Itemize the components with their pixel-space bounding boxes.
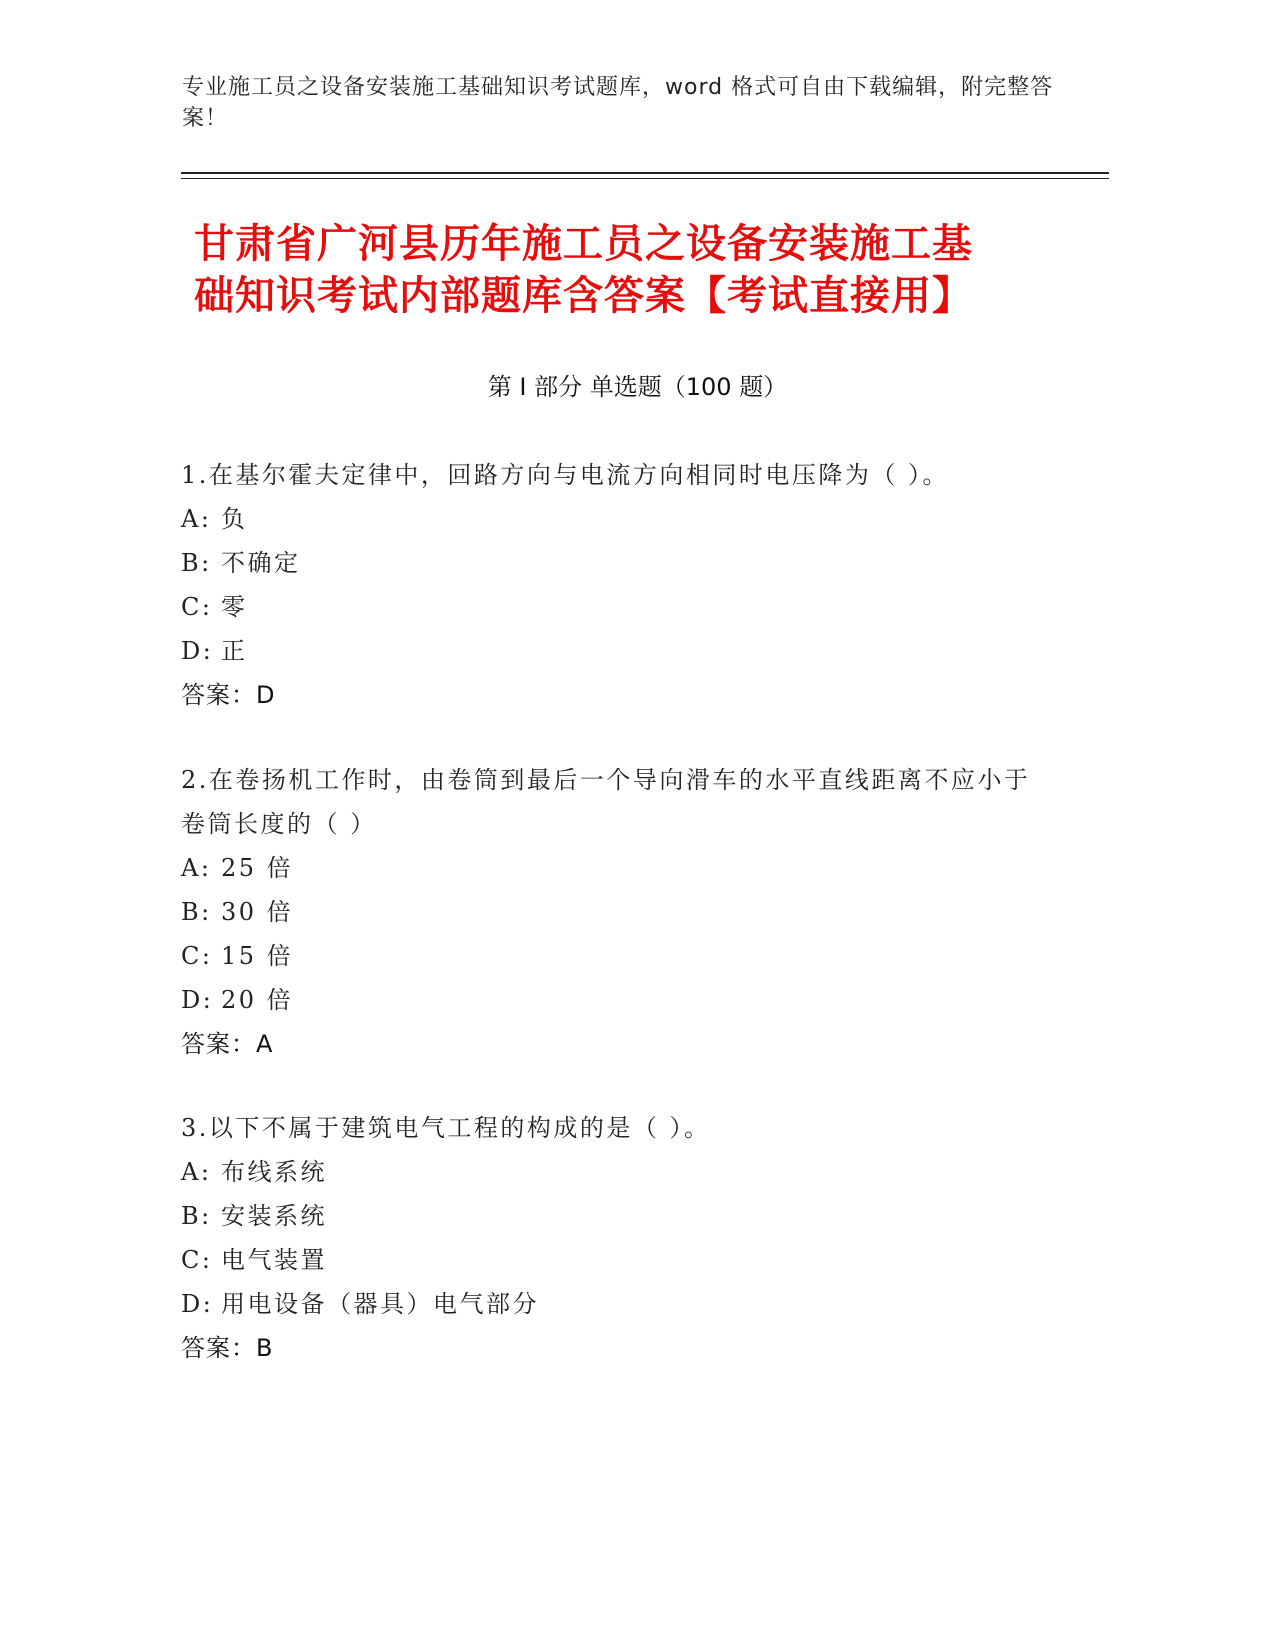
option-key: C: — [181, 593, 213, 621]
question-text: 3.以下不属于建筑电气工程的构成的是（ ）。 — [181, 1114, 711, 1142]
option-key: D: — [181, 986, 214, 1014]
option-a — [181, 846, 1041, 890]
option-value: 负 — [221, 505, 248, 533]
option-d — [181, 629, 1041, 673]
option-c — [181, 585, 1041, 629]
option-d — [181, 1282, 1041, 1326]
option-b — [181, 541, 1041, 585]
option-value: 电气装置 — [221, 1246, 327, 1274]
document-title-line-2: 础知识考试内部题库含答案【考试直接用】 — [194, 273, 973, 319]
question-3 — [181, 1106, 1041, 1370]
section-title: 第 I 部分 单选题（100 题） — [487, 373, 788, 401]
option-a — [181, 1150, 1041, 1194]
option-key: C: — [181, 942, 213, 970]
option-d — [181, 978, 1041, 1022]
question-2 — [181, 758, 1041, 1066]
header-rule-thin — [181, 178, 1109, 179]
option-key: D: — [181, 1290, 214, 1318]
question-text: 1.在基尔霍夫定律中，回路方向与电流方向相同时电压降为（ ）。 — [181, 461, 950, 489]
option-value: 15 倍 — [221, 942, 294, 970]
option-key: B: — [181, 1202, 212, 1230]
option-value: 零 — [221, 593, 248, 621]
option-value: 布线系统 — [221, 1158, 327, 1186]
header-rule-thick — [181, 172, 1109, 174]
option-key: C: — [181, 1246, 213, 1274]
answer: 答案：B — [181, 1334, 274, 1362]
option-value: 不确定 — [221, 549, 301, 577]
option-value: 安装系统 — [221, 1202, 327, 1230]
header-note: 专业施工员之设备安装施工基础知识考试题库，word 格式可自由下载编辑，附完整答案！ — [182, 75, 1054, 131]
question-text: 2.在卷扬机工作时，由卷筒到最后一个导向滑车的水平直线距离不应小于卷筒长度的（ ） — [181, 766, 1031, 838]
option-key: A: — [181, 505, 212, 533]
option-b — [181, 890, 1041, 934]
option-a — [181, 497, 1041, 541]
document-title-line-1: 甘肃省广河县历年施工员之设备安装施工基 — [194, 221, 973, 267]
option-value: 正 — [221, 637, 248, 665]
option-key: B: — [181, 898, 212, 926]
option-c — [181, 934, 1041, 978]
option-value: 30 倍 — [221, 898, 294, 926]
option-b — [181, 1194, 1041, 1238]
answer: 答案：A — [181, 1030, 274, 1058]
question-1 — [181, 453, 1041, 717]
option-key: D: — [181, 637, 214, 665]
option-c — [181, 1238, 1041, 1282]
option-key: B: — [181, 549, 212, 577]
option-value: 25 倍 — [221, 854, 294, 882]
option-value: 用电设备（器具）电气部分 — [221, 1290, 539, 1318]
option-value: 20 倍 — [221, 986, 294, 1014]
option-key: A: — [181, 1158, 212, 1186]
answer: 答案：D — [181, 681, 276, 709]
option-key: A: — [181, 854, 212, 882]
document-title — [194, 218, 1094, 322]
